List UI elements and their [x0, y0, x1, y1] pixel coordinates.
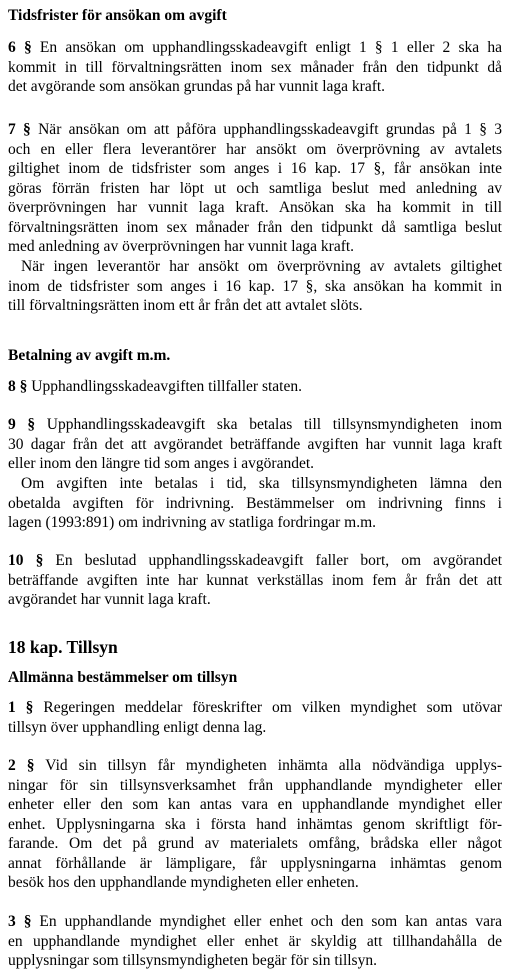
paragraph-7: 7 § När ansökan om att påföra upphandlingsskadeavgift grundas på 1 § 3 och en eller flera leverantörer har ansökt om överprövning av avtalets giltighet inom de tidsfrister som anges i 16 kap. 17 §, får ansökan inte göras förrän fristen har löpt ut och samtliga beslut med anledning av överprövningen har vunnit laga kraft. Ansökan ska ha kommit in till förvaltningsrätten inom sex månader från den tidpunkt då samtliga beslut med anledning av överprövningen har vunnit laga kraft.	[8, 121, 502, 255]
section-number-1: 1 §	[8, 699, 34, 716]
section-number-8: 8 §	[8, 378, 28, 395]
paragraph-7-second: När ingen leverantör har ansökt om överprövning av avtalets giltighet inom de tidsfrister som anges i 16 kap. 17 §, ska ansökan ha kommit in till förvaltningsrätten inom ett år från det att avtalet slöts.	[8, 258, 502, 314]
section-number-3: 3 §	[8, 913, 32, 930]
paragraph-3: 3 § En upphandlande myndighet eller enhet och den som kan antas vara en upphandlande myndighet eller enhet är skyldig att tillhandahålla de upplysningar som tillsynsmyndigheten begär för sin tillsyn.	[8, 913, 502, 969]
section-number-6: 6 §	[8, 39, 32, 56]
section-heading-payment: Betalning av avgift m.m.	[8, 347, 171, 364]
paragraph-9: 9 § Upphandlingsskadeavgift ska betalas till tillsynsmyndigheten inom 30 dagar från det att avgörandet beträffande avgiften har vunnit laga kraft eller inom den längre tid som anges i avgörandet.	[8, 416, 502, 472]
section-number-2: 2 §	[8, 757, 35, 774]
section-number-9: 9 §	[8, 416, 36, 433]
paragraph-1: 1 § Regeringen meddelar föreskrifter om vilken myndighet som utövar tillsyn över upphandling enligt denna lag.	[8, 699, 503, 736]
section-heading-deadlines: Tidsfrister för ansökan om avgift	[8, 7, 227, 24]
section-heading-supervision: Allmänna bestämmelser om tillsyn	[8, 669, 238, 686]
paragraph-10: 10 § En beslutad upphandlingsskadeavgift faller bort, om avgörandet beträffande avgiften inte har kunnat verkställas inom fem år från det att avgörandet har vunnit laga kraft.	[8, 552, 503, 608]
paragraph-2: 2 § Vid sin tillsyn får myndigheten inhämta alla nödvändiga upplys- ningar för sin tillsynsverksamhet från upphandlande myndigheter eller enheter eller den som kan antas vara en upphandlande myndighet eller enhet. Upplysningarna ska i första hand inhämtas genom skriftligt för- farande. Om det på grund av materialets omfång, brådska eller något annat förhållande är lämpligare, får upplysningarna inhämtas genom besök hos den upphandlande myndigheten eller enheten.	[8, 757, 503, 891]
section-number-7: 7 §	[8, 121, 31, 138]
section-number-10: 10 §	[8, 552, 44, 569]
paragraph-8: 8 § Upphandlingsskadeavgiften tillfaller staten.	[8, 378, 302, 395]
paragraph-6: 6 § En ansökan om upphandlingsskadeavgift enligt 1 § 1 eller 2 ska ha kommit in till förvaltningsrätten inom sex månader från den tidpunkt då det avgörande som ansökan grundas på har vunnit laga kraft.	[8, 39, 502, 95]
chapter-heading-18: 18 kap. Tillsyn	[8, 637, 118, 657]
paragraph-9-second: Om avgiften inte betalas i tid, ska tillsynsmyndigheten lämna den obetalda avgiften för indrivning. Bestämmelser om indrivning finns i lagen (1993:891) om indrivning av statliga fordringar m.m.	[8, 475, 502, 531]
